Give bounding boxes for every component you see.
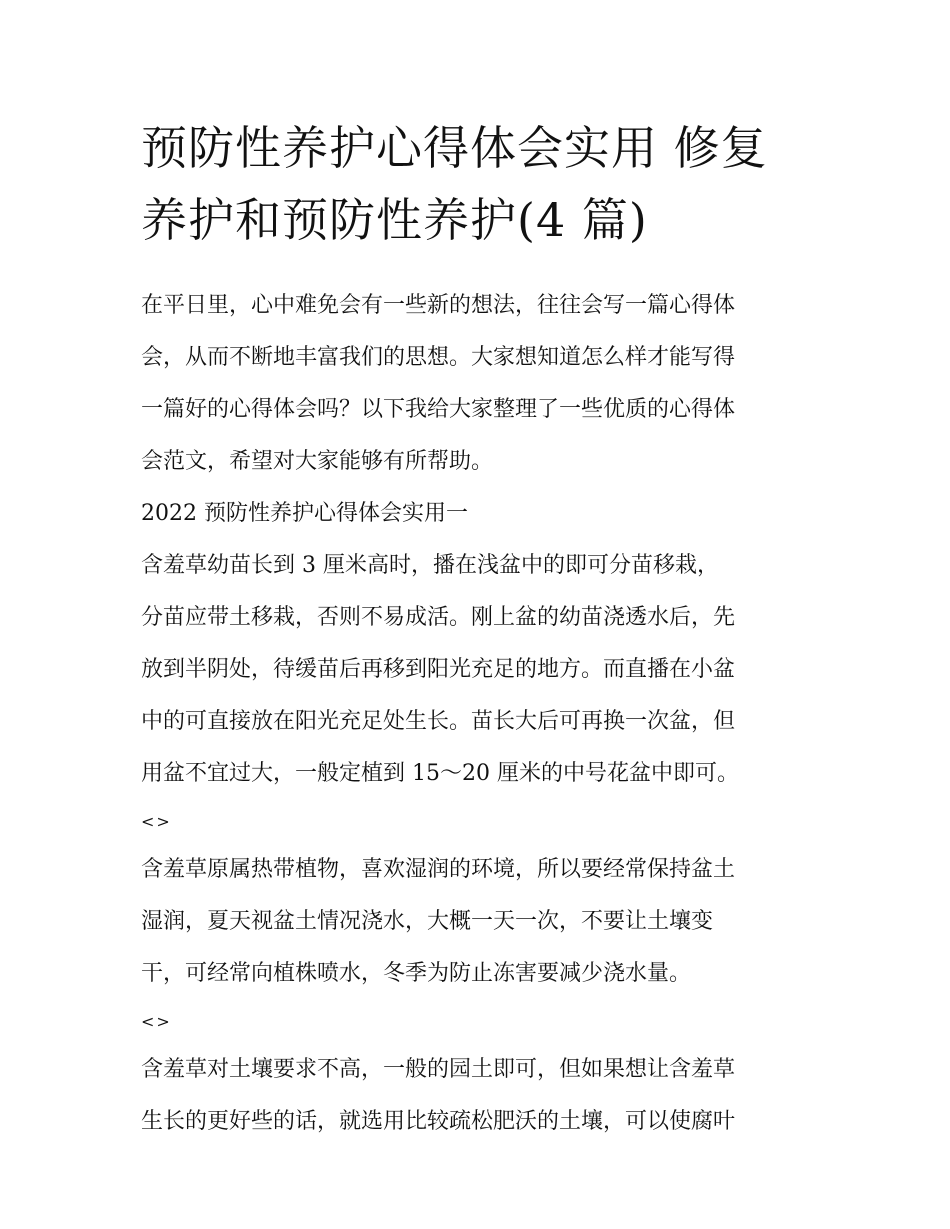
intro-line-2: 会，从而不断地丰富我们的思想。大家想知道怎么样才能写得 — [141, 345, 736, 370]
paragraph-line: 含羞草对土壤要求不高，一般的园土即可，但如果想让含羞草 — [141, 1057, 736, 1082]
intro-line-4: 会范文，希望对大家能够有所帮助。 — [141, 449, 494, 474]
paragraph-watering — [141, 844, 831, 1000]
paragraph-line: 放到半阴处，待缓苗后再移到阳光充足的地方。而直播在小盆 — [141, 657, 736, 682]
separator-marker: <> — [141, 1012, 172, 1031]
intro-line-3: 一篇好的心得体会吗？以下我给大家整理了一些优质的心得体 — [141, 397, 736, 422]
paragraph-transplanting — [141, 540, 831, 800]
title-line-1: 预防性养护心得体会实用 修复 — [141, 121, 768, 175]
document-body — [141, 280, 831, 1148]
paragraph-line: 含羞草原属热带植物，喜欢湿润的环境，所以要经常保持盆土 — [141, 857, 736, 882]
paragraph-line: 用盆不宜过大，一般定植到 15～20 厘米的中号花盆中即可。 — [141, 761, 739, 786]
document-title — [141, 112, 831, 256]
paragraph-line: 分苗应带土移栽，否则不易成活。刚上盆的幼苗浇透水后，先 — [141, 605, 736, 630]
title-line-2: 养护和预防性养护(4 篇) — [141, 193, 648, 247]
paragraph-line: 湿润，夏天视盆土情况浇水，大概一天一次，不要让土壤变 — [141, 909, 714, 934]
paragraph-line: 干，可经常向植株喷水，冬季为防止冻害要减少浇水量。 — [141, 961, 692, 986]
intro-line-1: 在平日里，心中难免会有一些新的想法，往往会写一篇心得体 — [141, 293, 736, 318]
paragraph-line: 含羞草幼苗长到 3 厘米高时，播在浅盆中的即可分苗移栽， — [141, 553, 719, 578]
separator-marker: <> — [141, 812, 172, 831]
section-heading: 2022 预防性养护心得体会实用一 — [141, 501, 468, 526]
intro-paragraph — [141, 280, 831, 488]
paragraph-line: 中的可直接放在阳光充足处生长。苗长大后可再换一次盆，但 — [141, 709, 736, 734]
paragraph-line: 生长的更好些的话，就选用比较疏松肥沃的土壤，可以使腐叶 — [141, 1109, 736, 1134]
paragraph-soil — [141, 1044, 831, 1148]
